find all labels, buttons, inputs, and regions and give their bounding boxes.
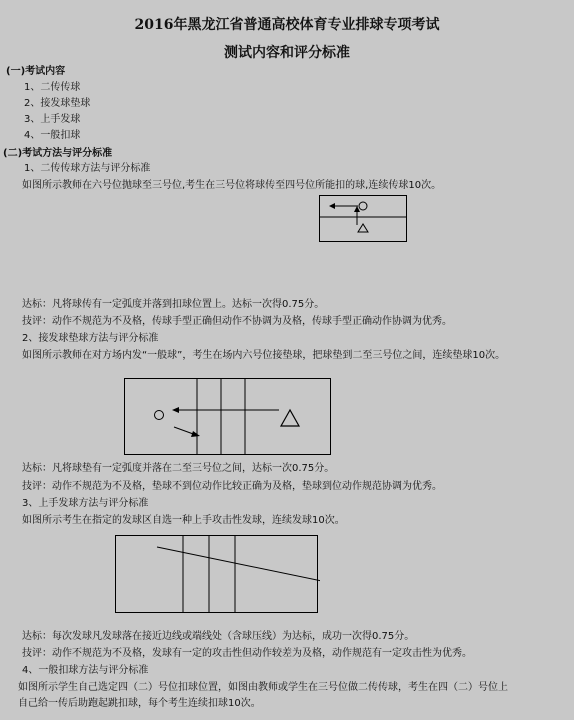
part4-desc-line1: 如图所示学生自己选定四（二）号位扣球位置，如图由教师或学生在三号位做二传传球，考生在四（二）号位上 bbox=[18, 682, 508, 693]
content-item-2: 2、接发球垫球 bbox=[24, 98, 91, 109]
ball-circle bbox=[359, 202, 367, 210]
part1-heading: 1、二传传球方法与评分标准 bbox=[24, 163, 151, 174]
part3-heading: 3、上手发球方法与评分标准 bbox=[22, 498, 149, 509]
serve-trajectory-line bbox=[157, 547, 320, 586]
part3-skill: 技评：动作不规范为不及格，发球有一定的攻击性但动作较差为及格，动作规范有一定攻击性为优秀。 bbox=[22, 648, 472, 659]
part3-standard: 达标：每次发球凡发球落在接近边线或端线处（含球压线）为达标，成功一次得0.75分。 bbox=[22, 631, 415, 642]
setting-diagram bbox=[319, 195, 409, 243]
part2-standard: 达标：凡将球垫有一定弧度并落在二至三号位之间，达标一次0.75分。 bbox=[22, 463, 335, 474]
section2-heading: (二)考试方法与评分标准 bbox=[3, 148, 113, 159]
court-outline bbox=[125, 379, 331, 455]
part4-heading: 4、一般扣球方法与评分标准 bbox=[22, 665, 149, 676]
document-title: 2016年黑龙江省普通高校体育专业排球专项考试 bbox=[134, 17, 440, 33]
part1-desc: 如图所示教师在六号位抛球至三号位,考生在三号位将球传至四号位所能扣的球,连续传球10次。 bbox=[22, 180, 442, 191]
document-subtitle: 测试内容和评分标准 bbox=[224, 45, 350, 61]
serve-diagram bbox=[115, 535, 320, 615]
part1-standard: 达标：凡将球传有一定弧度并落到扣球位置上。达标一次得0.75分。 bbox=[22, 299, 325, 310]
content-item-1: 1、二传传球 bbox=[24, 82, 81, 93]
player-triangle bbox=[281, 410, 299, 426]
serve-arrowhead bbox=[172, 407, 179, 413]
part1-skill: 技评：动作不规范为不及格，传球手型正确但动作不协调为及格，传球手型正确动作协调为优秀。 bbox=[22, 316, 452, 327]
part2-heading: 2、接发球垫球方法与评分标准 bbox=[22, 333, 159, 344]
content-item-3: 3、上手发球 bbox=[24, 114, 81, 125]
part4-desc-line2: 自己给一传后助跑起跳扣球，每个考生连续扣球10次。 bbox=[18, 698, 261, 709]
part2-skill: 技评：动作不规范为不及格，垫球不到位动作比较正确为及格，垫球到位动作规范协调为优秀。 bbox=[22, 481, 442, 492]
player-triangle bbox=[358, 224, 368, 232]
dig-arrowhead bbox=[191, 431, 200, 437]
part3-desc: 如图所示考生在指定的发球区自选一种上手攻击性发球，连续发球10次。 bbox=[22, 515, 345, 526]
content-item-4: 4、一般扣球 bbox=[24, 130, 81, 141]
ball-circle bbox=[155, 411, 164, 420]
part2-desc: 如图所示教师在对方场内发“一般球”，考生在场内六号位接垫球，把球垫到二至三号位之间，连续垫球10次。 bbox=[22, 350, 506, 361]
reception-diagram bbox=[124, 378, 332, 456]
section1-heading: (一)考试内容 bbox=[6, 66, 66, 77]
pass-arrowhead bbox=[329, 203, 335, 209]
